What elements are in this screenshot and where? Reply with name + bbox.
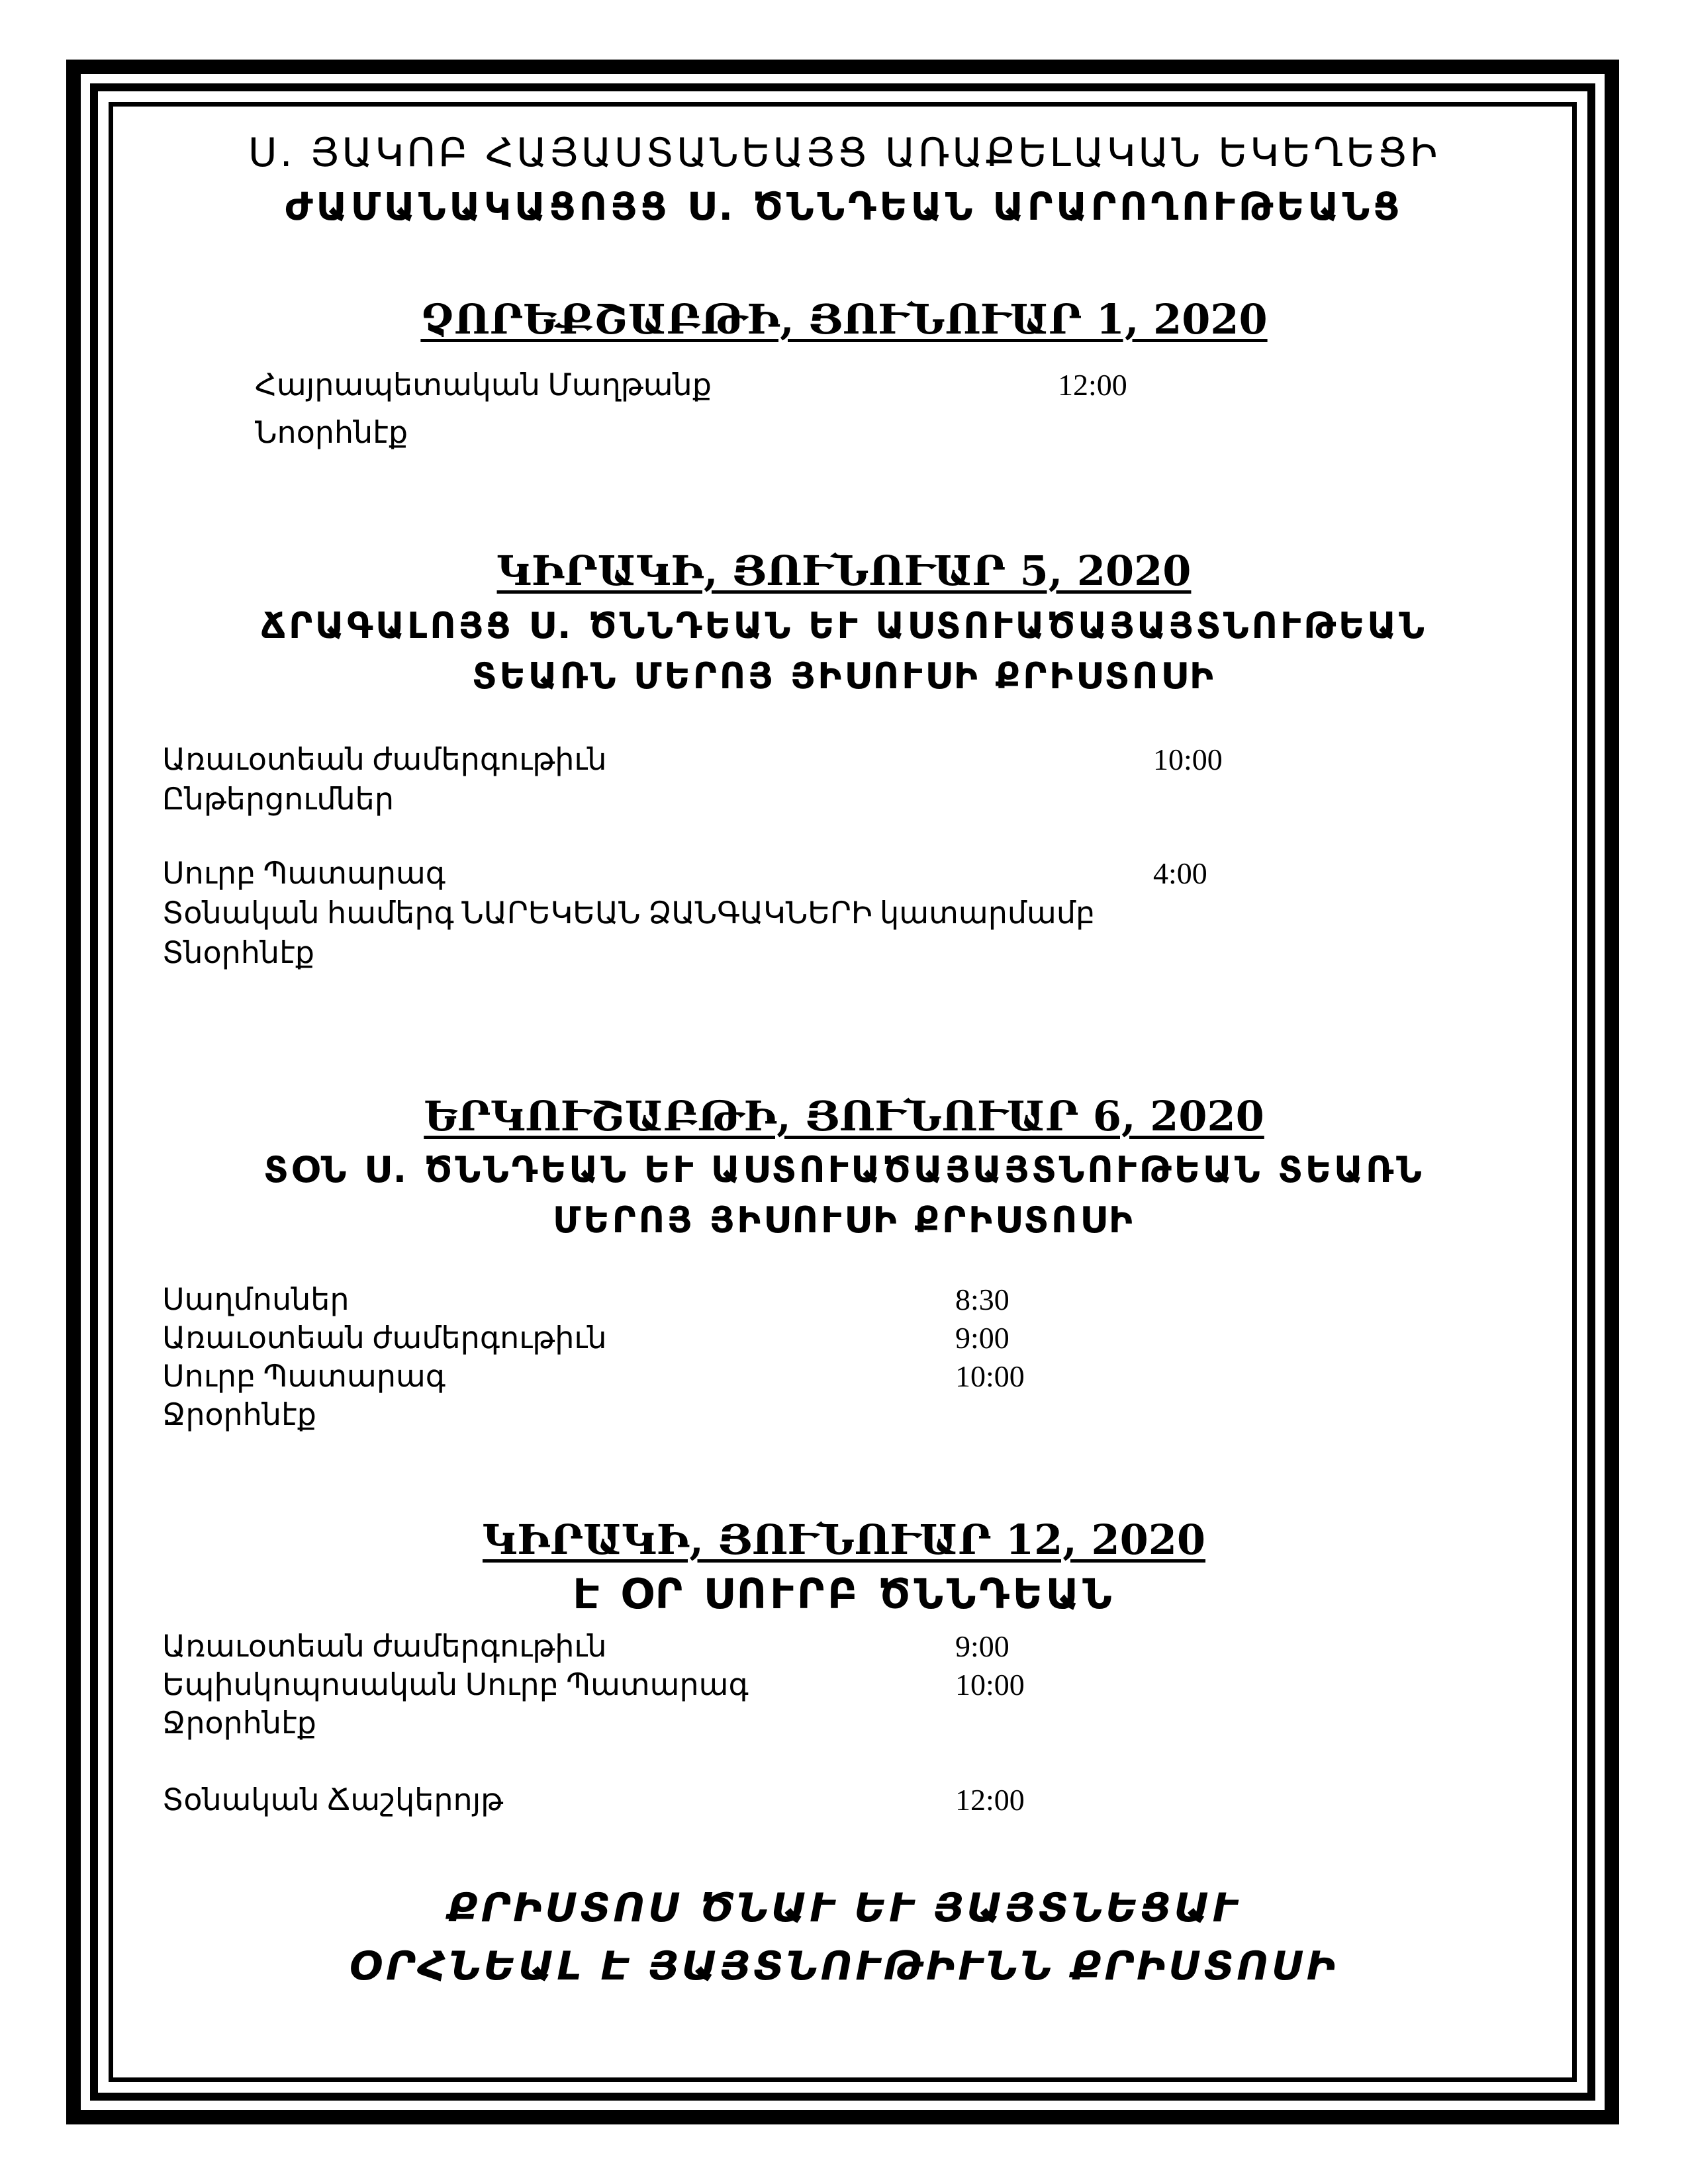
closing-greeting: ՔՐԻՍՏՈՍ ԾՆԱՒ ԵՒ ՅԱՅՏՆԵՑԱՒ — [447, 1885, 1241, 1931]
section-subtitle: ՄԵՐՈՅ ՅԻՍՈՒՍԻ ՔՐԻՍՏՈՍԻ — [553, 1199, 1135, 1241]
service-label: Առաւօտեան ժամերգութիւն — [162, 1629, 607, 1663]
service-label: Ջրօրհնէք — [162, 1398, 316, 1432]
service-label: Ջրօրհնէք — [162, 1706, 316, 1740]
section-subtitle: ՏՕՆ Ս. ԾՆՆԴԵԱՆ ԵՒ ԱՍՏՈՒԱԾԱՅԱՅՏՆՈՒԹԵԱՆ ՏԵԱՌՆ — [263, 1149, 1425, 1191]
schedule-title: ԺԱՄԱՆԱԿԱՑՈՅՑ Ս. ԾՆՆԴԵԱՆ ԱՐԱՐՈՂՈՒԹԵԱՆՑ — [285, 184, 1403, 229]
section-date-jan-1: ՉՈՐԵՔՇԱԲԹԻ, ՅՈՒՆՈՒԱՐ 1, 2020 — [420, 295, 1268, 343]
section-subtitle: Է ՕՐ ՍՈՒՐԲ ԾՆՆԴԵԱՆ — [573, 1570, 1115, 1618]
section-date-jan-5: ԿԻՐԱԿԻ, ՅՈՒՆՈՒԱՐ 5, 2020 — [496, 547, 1192, 595]
service-label: Առաւօտեան ժամերգութիւն — [162, 743, 607, 776]
service-time: 12:00 — [955, 1783, 1025, 1817]
section-date-jan-12: ԿԻՐԱԿԻ, ՅՈՒՆՈՒԱՐ 12, 2020 — [482, 1516, 1206, 1564]
service-time: 9:00 — [955, 1321, 1009, 1355]
service-label: Տօնական համերգ ՆԱՐԵԿԵԱՆ ՁԱՆԳԱԿՆԵՐԻ կատարմամբ — [162, 896, 1096, 930]
service-label: Հայրապետական Մաղթանք — [255, 368, 712, 402]
section-subtitle: ՃՐԱԳԱԼՈՅՑ Ս. ԾՆՆԴԵԱՆ ԵՒ ԱՍՏՈՒԱԾԱՅԱՅՏՆՈՒԹԵԱՆ — [261, 605, 1427, 647]
service-label: Սուրբ Պատարագ — [162, 1359, 446, 1393]
service-time: 10:00 — [955, 1668, 1025, 1702]
service-time: 10:00 — [955, 1359, 1025, 1393]
service-label: Սաղմոսներ — [162, 1283, 350, 1316]
service-time: 8:30 — [955, 1283, 1009, 1316]
service-label: Տնօրհնէք — [162, 936, 315, 970]
section-subtitle: ՏԵԱՌՆ ՄԵՐՈՅ ՅԻՍՈՒՍԻ ՔՐԻՍՏՈՍԻ — [472, 655, 1216, 697]
service-time: 9:00 — [955, 1629, 1009, 1663]
section-date-jan-6: ԵՐԿՈՒՇԱԲԹԻ, ՅՈՒՆՈՒԱՐ 6, 2020 — [424, 1092, 1264, 1140]
service-label: Ընթերցումներ — [162, 782, 394, 816]
service-label: Եպիսկոպոսական Սուրբ Պատարագ — [162, 1668, 749, 1702]
church-name: Ս. ՅԱԿՈԲ ՀԱՅԱՍՏԱՆԵԱՅՑ ԱՌԱՔԵԼԱԿԱՆ ԵԿԵՂԵՑԻ — [248, 130, 1440, 176]
service-time: 10:00 — [1153, 743, 1223, 776]
closing-blessing: ՕՐՀՆԵԱԼ Է ՅԱՅՏՆՈՒԹԻՒՆՆ ՔՐԻՍՏՈՍԻ — [350, 1943, 1338, 1989]
service-label: Նոօրհնէք — [255, 416, 408, 449]
service-time: 4:00 — [1153, 856, 1207, 890]
service-label: Առաւօտեան ժամերգութիւն — [162, 1321, 607, 1355]
service-label: Տօնական Ճաշկերոյթ — [162, 1783, 504, 1817]
service-label: Սուրբ Պատարագ — [162, 856, 446, 890]
service-time: 12:00 — [1058, 368, 1127, 402]
